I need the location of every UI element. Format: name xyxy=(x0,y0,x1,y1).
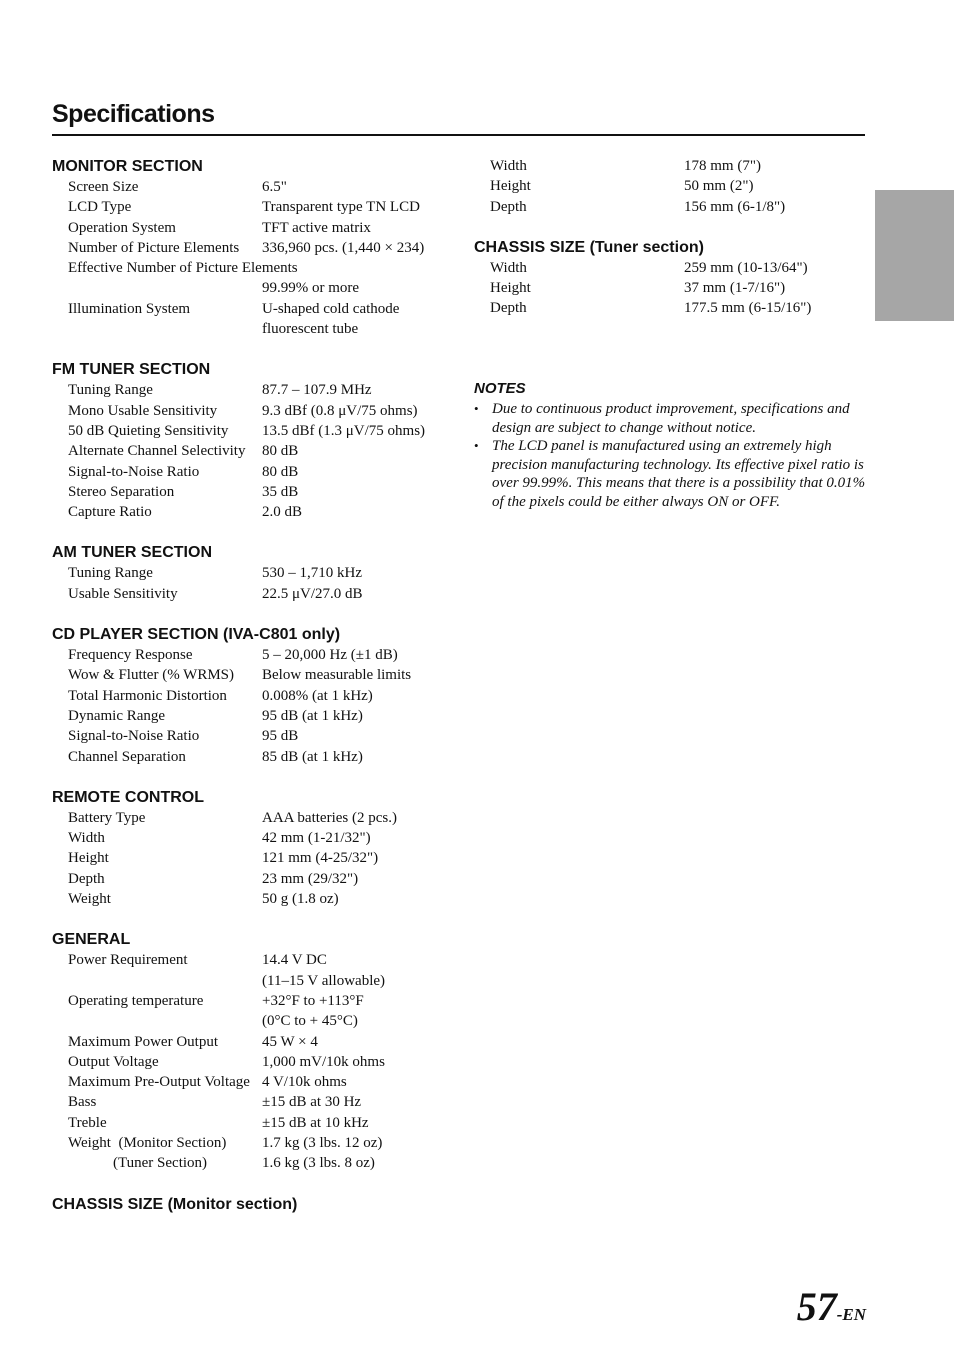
spec-label: Number of Picture Elements xyxy=(68,239,240,256)
spec-row xyxy=(52,441,452,461)
page-number-suffix: -EN xyxy=(836,1305,866,1324)
spec-label xyxy=(52,971,262,991)
spec-row xyxy=(52,1092,452,1112)
spec-row xyxy=(474,278,864,298)
spec-value: (0°C to + 45°C) xyxy=(262,1013,358,1030)
spec-label: Dynamic Range xyxy=(68,707,166,724)
spec-value: 13.5 dBf (1.3 μV/75 ohms) xyxy=(262,422,426,439)
spec-row xyxy=(52,665,452,685)
spec-label: Operation System xyxy=(68,219,176,236)
spec-row xyxy=(52,563,452,583)
spec-row xyxy=(52,299,452,319)
spec-label: Illumination System xyxy=(68,300,191,317)
page-number xyxy=(797,1283,866,1330)
spec-section xyxy=(52,359,452,522)
spec-row xyxy=(52,462,452,482)
spec-value: (11–15 V allowable) xyxy=(262,972,386,989)
spec-label: Output Voltage xyxy=(68,1053,159,1070)
spec-value: Transparent type TN LCD xyxy=(262,199,420,216)
section-heading: CHASSIS SIZE (Monitor section) xyxy=(52,1195,298,1213)
note-item xyxy=(474,437,866,511)
right-column xyxy=(474,156,864,339)
spec-label: Signal-to-Noise Ratio xyxy=(68,728,200,745)
spec-row xyxy=(52,747,452,767)
spec-section xyxy=(52,624,452,767)
spec-row xyxy=(52,1133,452,1153)
spec-value: 50 g (1.8 oz) xyxy=(262,891,339,908)
spec-label: Width xyxy=(490,158,527,174)
spec-row xyxy=(474,176,864,196)
spec-row xyxy=(52,828,452,848)
spec-label: Effective Number of Picture Elements xyxy=(68,260,298,277)
spec-row xyxy=(52,319,452,339)
spec-row xyxy=(52,1052,452,1072)
note-text: The LCD panel is manufactured using an extremely high precision manufacturing technology. Its effective pixel ratio is over 99.99%. This means that there is a possibility that 0.01% of the pixels could be either always ON or OFF. xyxy=(492,438,866,510)
spec-value: 1.6 kg (3 lbs. 8 oz) xyxy=(262,1155,375,1172)
spec-row xyxy=(52,869,452,889)
spec-value: 80 dB xyxy=(262,463,299,480)
spec-label: Treble xyxy=(68,1114,107,1131)
spec-label: Bass xyxy=(68,1094,97,1111)
spec-label: Depth xyxy=(490,198,527,215)
spec-section xyxy=(52,542,452,604)
spec-row xyxy=(474,258,864,278)
spec-value: 14.4 V DC xyxy=(262,952,327,969)
spec-label: Mono Usable Sensitivity xyxy=(68,402,218,419)
spec-value: 85 dB (at 1 kHz) xyxy=(262,748,363,765)
spec-value: U-shaped cold cathode xyxy=(262,300,400,317)
spec-value: 95 dB (at 1 kHz) xyxy=(262,707,363,724)
spec-row xyxy=(52,971,452,991)
spec-row xyxy=(52,1153,452,1173)
page-title: Specifications xyxy=(52,100,215,128)
spec-label: Battery Type xyxy=(68,809,146,826)
spec-row xyxy=(52,278,452,298)
title-divider xyxy=(52,134,865,136)
spec-value: 9.3 dBf (0.8 μV/75 ohms) xyxy=(262,402,418,419)
note-item xyxy=(474,400,866,437)
notes-block xyxy=(474,378,866,512)
spec-row xyxy=(52,177,452,197)
note-text: Due to continuous product improvement, specifications and design are subject to change without notice. xyxy=(492,401,850,436)
spec-label: Maximum Power Output xyxy=(68,1033,218,1050)
spec-row xyxy=(52,645,452,665)
spec-label: Height xyxy=(490,178,531,195)
spec-value: AAA batteries (2 pcs.) xyxy=(262,809,397,826)
spec-value: 259 mm (10-13/64") xyxy=(684,259,808,276)
spec-value: 42 mm (1-21/32") xyxy=(262,830,371,847)
section-heading: FM TUNER SECTION xyxy=(52,361,211,379)
spec-value: ±15 dB at 30 Hz xyxy=(262,1094,362,1111)
spec-label: Frequency Response xyxy=(68,647,193,664)
spec-label: Operating temperature xyxy=(68,992,204,1009)
left-column xyxy=(52,156,452,1235)
spec-label: Height xyxy=(490,280,531,297)
spec-value: 5 – 20,000 Hz (±1 dB) xyxy=(262,647,398,664)
spec-row xyxy=(52,889,452,909)
spec-value: 1,000 mV/10k ohms xyxy=(262,1053,385,1070)
spec-value: 530 – 1,710 kHz xyxy=(262,565,362,582)
page-number-value: 57 xyxy=(796,1284,837,1329)
spec-value: 37 mm (1-7/16") xyxy=(684,280,786,297)
spec-row xyxy=(52,991,452,1011)
spec-value: 45 W × 4 xyxy=(262,1033,318,1050)
spec-label: Channel Separation xyxy=(68,748,186,765)
spec-value: 80 dB xyxy=(262,443,299,460)
spec-label: Screen Size xyxy=(68,179,139,195)
spec-value: ±15 dB at 10 kHz xyxy=(262,1114,369,1131)
spec-section xyxy=(52,787,452,909)
section-heading: CHASSIS SIZE (Tuner section) xyxy=(474,238,704,256)
spec-value: 178 mm (7") xyxy=(684,158,761,174)
spec-row xyxy=(52,197,452,217)
spec-label: Signal-to-Noise Ratio xyxy=(68,463,200,480)
spec-label: Depth xyxy=(490,300,527,317)
spec-label: (Tuner Section) xyxy=(68,1155,208,1172)
spec-row xyxy=(474,197,864,217)
section-heading: AM TUNER SECTION xyxy=(52,544,212,562)
spec-row xyxy=(52,1072,452,1092)
spec-row xyxy=(52,950,452,970)
spec-section xyxy=(52,156,452,339)
section-heading: MONITOR SECTION xyxy=(52,158,203,175)
spec-value: fluorescent tube xyxy=(262,321,359,338)
spec-label: Weight xyxy=(68,891,111,908)
spec-row xyxy=(52,808,452,828)
bullet-icon: • xyxy=(474,438,479,454)
spec-label: Power Requirement xyxy=(68,952,188,969)
spec-row xyxy=(52,1113,452,1133)
section-tab-marker xyxy=(875,190,954,321)
spec-label: Depth xyxy=(68,870,105,887)
spec-value: TFT active matrix xyxy=(262,219,371,236)
spec-label: Tuning Range xyxy=(68,382,153,399)
spec-value: 87.7 – 107.9 MHz xyxy=(262,382,372,399)
spec-label xyxy=(52,319,262,339)
spec-value: 35 dB xyxy=(262,483,299,500)
spec-row xyxy=(52,726,452,746)
spec-label: 50 dB Quieting Sensitivity xyxy=(68,422,229,439)
spec-row xyxy=(52,706,452,726)
spec-value: 23 mm (29/32") xyxy=(262,870,359,887)
spec-label: Tuning Range xyxy=(68,565,153,582)
spec-value: 99.99% or more xyxy=(262,280,360,297)
spec-section xyxy=(474,237,864,319)
spec-label: Height xyxy=(68,850,109,867)
spec-value: 50 mm (2") xyxy=(684,178,754,195)
spec-value: 2.0 dB xyxy=(262,504,303,521)
spec-value: 177.5 mm (6-15/16") xyxy=(684,300,812,317)
spec-row xyxy=(52,218,452,238)
spec-value: 1.7 kg (3 lbs. 12 oz) xyxy=(262,1134,383,1151)
spec-value: 336,960 pcs. (1,440 × 234) xyxy=(262,239,425,256)
section-heading: CD PLAYER SECTION (IVA-C801 only) xyxy=(52,626,341,644)
spec-row xyxy=(52,380,452,400)
spec-label: Stereo Separation xyxy=(68,483,175,500)
notes-heading: NOTES xyxy=(474,380,526,397)
spec-row xyxy=(52,686,452,706)
spec-label: Usable Sensitivity xyxy=(68,585,178,602)
spec-label: Total Harmonic Distortion xyxy=(68,687,227,704)
spec-row xyxy=(474,298,864,318)
spec-value: 22.5 μV/27.0 dB xyxy=(262,585,363,602)
section-heading: GENERAL xyxy=(52,931,131,949)
spec-value: 121 mm (4-25/32") xyxy=(262,850,379,867)
spec-section xyxy=(52,1194,452,1215)
spec-row xyxy=(474,156,864,176)
spec-section xyxy=(474,156,864,217)
section-heading: REMOTE CONTROL xyxy=(52,788,204,806)
spec-value: +32°F to +113°F xyxy=(262,992,364,1009)
spec-row xyxy=(52,258,452,278)
spec-label xyxy=(52,1011,262,1031)
spec-value: 4 V/10k ohms xyxy=(262,1074,347,1091)
spec-row xyxy=(52,421,452,441)
spec-value: Below measurable limits xyxy=(262,667,412,684)
bullet-icon: • xyxy=(474,401,479,416)
spec-row xyxy=(52,848,452,868)
spec-row xyxy=(52,238,452,258)
spec-label: Width xyxy=(490,259,527,276)
spec-row xyxy=(52,401,452,421)
spec-row xyxy=(52,1011,452,1031)
spec-label: Maximum Pre-Output Voltage xyxy=(68,1074,250,1091)
spec-label: Wow & Flutter (% WRMS) xyxy=(68,667,235,684)
spec-row xyxy=(52,1032,452,1052)
spec-row xyxy=(52,584,452,604)
spec-label: Width xyxy=(68,830,105,847)
spec-value: 0.008% (at 1 kHz) xyxy=(262,687,373,704)
spec-value: 95 dB xyxy=(262,728,299,745)
spec-label: Alternate Channel Selectivity xyxy=(68,443,246,460)
spec-label xyxy=(52,278,262,298)
spec-value: 156 mm (6-1/8") xyxy=(684,198,786,215)
spec-label: Capture Ratio xyxy=(68,504,152,521)
spec-label: LCD Type xyxy=(68,199,132,216)
spec-label: Weight (Monitor Section) xyxy=(68,1134,227,1151)
spec-row xyxy=(52,502,452,522)
spec-section xyxy=(52,929,452,1173)
spec-value: 6.5" xyxy=(262,179,287,195)
spec-row xyxy=(52,482,452,502)
